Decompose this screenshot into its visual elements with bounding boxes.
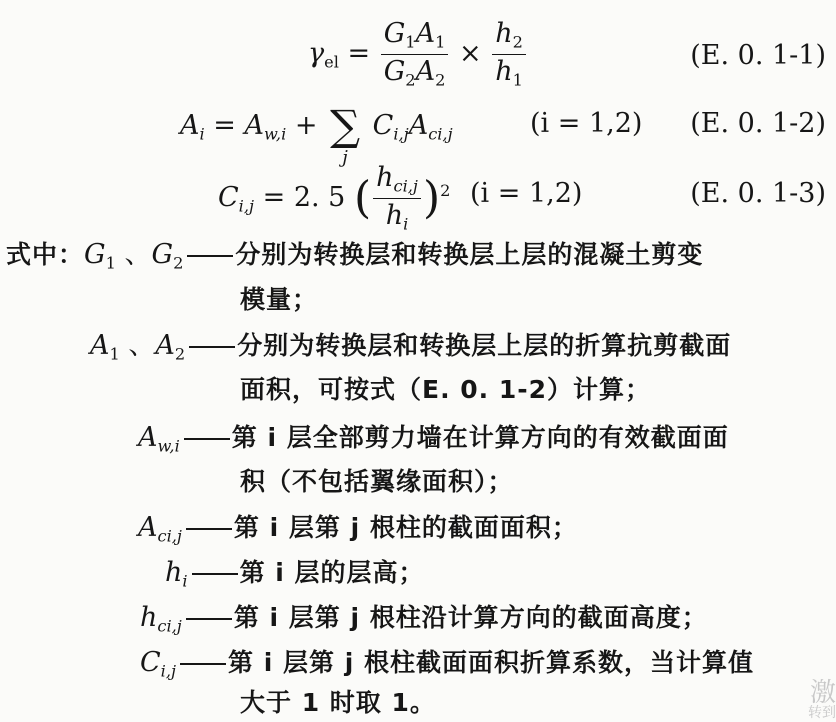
definition-g1-g2: 式中：$G_1$ 、$G_2$ 分别为转换层和转换层上层的混凝土剪变 xyxy=(6,239,704,273)
equation-condition-3: (i = 1,2) xyxy=(470,178,583,209)
definitions-intro: 式中： xyxy=(6,240,85,269)
equation-condition-2: (i = 1,2) xyxy=(530,108,643,139)
definition-hi: $h_i$ 第 i 层的层高； xyxy=(165,557,425,591)
watermark-sub: 转到 xyxy=(808,705,836,721)
definition-hcij: $h_{ci,j}$ 第 i 层第 j 根柱沿计算方向的截面高度； xyxy=(140,602,708,636)
definition-a1-a2-cont: 面积，可按式（E. 0. 1-2）计算； xyxy=(240,375,652,404)
definition-acij: $A_{ci,j}$ 第 i 层第 j 根柱的截面面积； xyxy=(138,512,578,546)
definition-cij: $C_{i,j}$ 第 i 层第 j 根柱截面面积折算系数，当计算值 xyxy=(140,647,754,681)
equation-e-0-1-2: $A_i = A_{w,i}$ + ∑ j $C_{i,j}A_{ci,j}$ xyxy=(180,101,453,168)
watermark: 激 xyxy=(809,678,836,708)
definition-g1-g2-cont: 模量； xyxy=(240,285,319,314)
definition-cij-cont: 大于 1 时取 1。 xyxy=(240,688,436,717)
coefficient: 2. 5 xyxy=(293,181,346,213)
equation-number-1: (E. 0. 1-1) xyxy=(690,40,826,71)
em-dash xyxy=(187,255,233,257)
definition-awi-cont: 积（不包括翼缘面积）； xyxy=(240,467,514,496)
equation-e-0-1-1: $\gamma_{el}$ = $\frac{G_1A_1}{G_2A_2}$ × $\frac{h_2}{h_1}$ xyxy=(308,20,528,89)
equation-number-2: (E. 0. 1-2) xyxy=(690,108,826,139)
definition-a1-a2: $A_1$ 、$A_2$ 分别为转换层和转换层上层的折算抗剪截面 xyxy=(90,330,732,364)
definition-awi: $A_{w,i}$ 第 i 层全部剪力墙在计算方向的有效截面面 xyxy=(138,422,729,456)
equation-e-0-1-3: $C_{i,j} = 2$. 5 ( $\frac{h_{ci,j}}{h_i}$ )$^2$ xyxy=(218,162,451,234)
equation-number-3: (E. 0. 1-3) xyxy=(690,178,826,209)
